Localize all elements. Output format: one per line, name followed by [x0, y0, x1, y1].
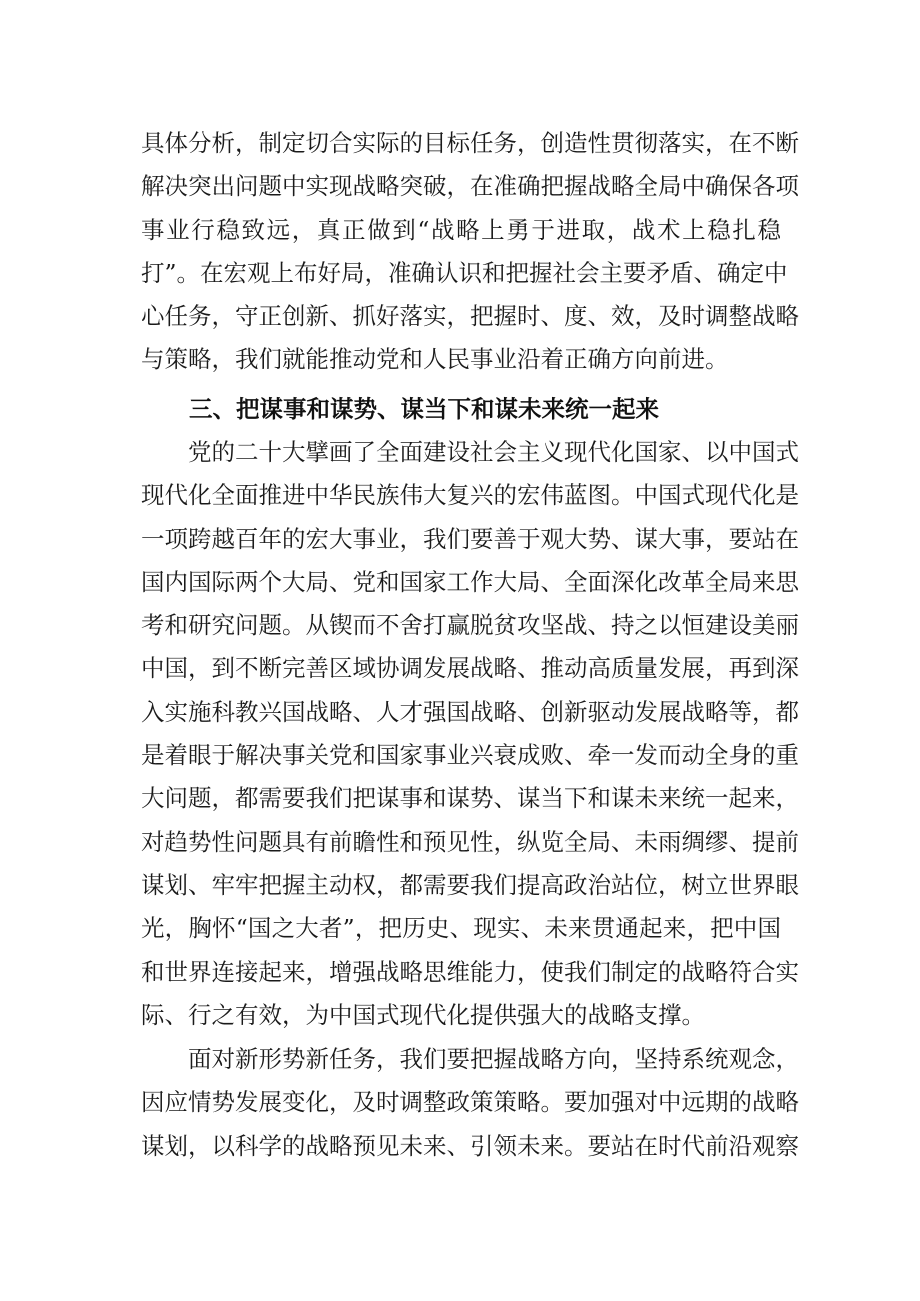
paragraph-3-line: 谋划，以科学的战略预见未来、引领未来。要站在时代前沿观察	[141, 1131, 799, 1160]
paragraph-1-line: 具体分析，制定切合实际的目标任务，创造性贯彻落实，在不断	[141, 129, 799, 157]
paragraph-3	[141, 1038, 799, 1168]
section-heading: 三、把谋事和谋势、谋当下和谋未来统一起来	[189, 395, 659, 423]
paragraph-1-line: 解决突出问题中实现战略突破，在准确把握战略全局中确保各项	[141, 172, 799, 201]
paragraph-2-line: 和世界连接起来，增强战略思维能力，使我们制定的战略符合实	[141, 957, 799, 986]
paragraph-2-line: 是着眼于解决事关党和国家事业兴衰成败、牵一发而动全身的重	[141, 741, 799, 770]
paragraph-2-line: 谋划、牢牢把握主动权，都需要我们提高政治站位，树立世界眼	[141, 870, 799, 899]
paragraph-2-line: 考和研究问题。从锲而不舍打赢脱贫攻坚战、持之以恒建设美丽	[141, 611, 799, 640]
paragraph-2-line: 光，胸怀“国之大者”，把历史、现实、未来贯通起来，把中国	[141, 914, 781, 943]
paragraph-1	[141, 122, 799, 382]
paragraph-2-line: 大问题，都需要我们把谋事和谋势、谋当下和谋未来统一起来，	[141, 784, 799, 813]
paragraph-1-line: 打”。在宏观上布好局，准确认识和把握社会主要矛盾、确定中	[141, 258, 788, 287]
paragraph-2-line: 一项跨越百年的宏大事业，我们要善于观大势、谋大事，要站在	[141, 524, 799, 553]
paragraph-1-line: 心任务，守正创新、抓好落实，把握时、度、效，及时调整战略	[141, 302, 799, 331]
paragraph-3-line: 因应情势发展变化，及时调整政策策略。要加强对中远期的战略	[141, 1088, 799, 1117]
paragraph-2	[141, 431, 799, 1037]
paragraph-2-line: 对趋势性问题具有前瞻性和预见性，纵览全局、未雨绸缪、提前	[141, 827, 799, 856]
paragraph-1-line: 与策略，我们就能推动党和人民事业沿着正确方向前进。	[141, 345, 729, 374]
paragraph-2-line: 际、行之有效，为中国式现代化提供强大的战略支撑。	[141, 1000, 705, 1029]
paragraph-2-line: 党的二十大擘画了全面建设社会主义现代化国家、以中国式	[188, 438, 799, 466]
paragraph-1-line: 事业行稳致远，真正做到“战略上勇于进取，战术上稳扎稳	[141, 215, 781, 244]
paragraph-3-line: 面对新形势新任务，我们要把握战略方向，坚持系统观念，	[188, 1045, 799, 1073]
paragraph-2-line: 入实施科教兴国战略、人才强国战略、创新驱动发展战略等，都	[141, 697, 799, 726]
paragraph-2-line: 现代化全面推进中华民族伟大复兴的宏伟蓝图。中国式现代化是	[141, 481, 799, 510]
paragraph-2-line: 中国，到不断完善区域协调发展战略、推动高质量发展，再到深	[141, 654, 799, 683]
paragraph-2-line: 国内国际两个大局、党和国家工作大局、全面深化改革全局来思	[141, 567, 799, 596]
